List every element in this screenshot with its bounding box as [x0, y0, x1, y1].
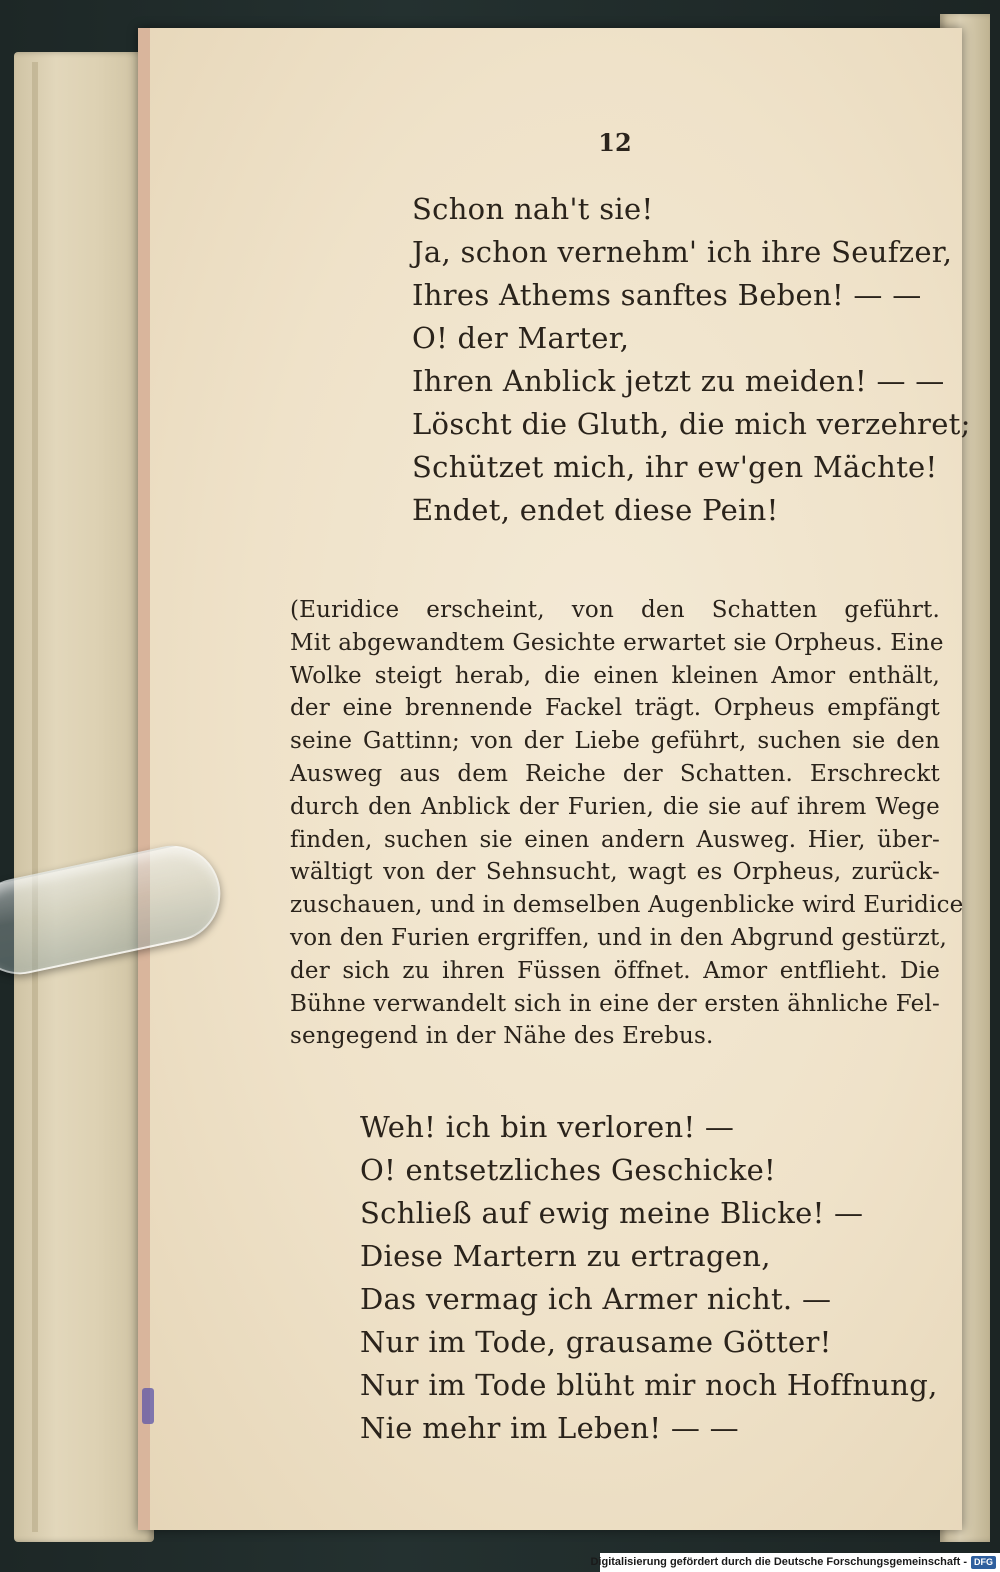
page-number: 12	[598, 128, 632, 157]
verse-line: Diese Martern zu ertragen,	[360, 1239, 771, 1273]
verse-line: Löscht die Gluth, die mich verzehret;	[412, 407, 971, 441]
verse-line: Nie mehr im Leben! — —	[360, 1411, 739, 1445]
prose-line: (Euridice erscheint, von den Schatten geführt.	[290, 597, 940, 623]
library-stamp-mark	[142, 1388, 154, 1424]
verse-line: O! entsetzliches Geschicke!	[360, 1153, 776, 1187]
verse-line: Schützet mich, ihr ew'gen Mächte!	[412, 450, 938, 484]
credit-text: Digitalisierung gefördert durch die Deutsche Forschungsgemeinschaft -	[590, 1556, 967, 1568]
verse-line: Ihren Anblick jetzt zu meiden! — —	[412, 364, 945, 398]
verse-line: Schließ auf ewig meine Blicke! —	[360, 1196, 864, 1230]
verse-line: Endet, endet diese Pein!	[412, 493, 779, 527]
verse-line: Das vermag ich Armer nicht. —	[360, 1282, 832, 1316]
prose-line: zuschauen, und in demselben Augenblicke wird Euridice	[290, 892, 964, 919]
prose-line: Ausweg aus dem Reiche der Schatten. Erschreckt	[290, 760, 940, 787]
verse-line: Weh! ich bin verloren! —	[360, 1110, 735, 1144]
verse-block-bottom	[360, 1106, 938, 1450]
prose-line: finden, suchen sie einen andern Ausweg. Hier, über-	[290, 826, 940, 853]
digitization-credit	[590, 1553, 1000, 1572]
prose-line: Bühne verwandelt sich in eine der ersten ähnliche Fel-	[290, 990, 940, 1017]
prose-line: Wolke steigt herab, die einen kleinen Amor enthält,	[290, 662, 940, 689]
verse-line: Nur im Tode, grausame Götter!	[360, 1325, 832, 1359]
page-stack-left	[14, 52, 154, 1542]
prose-line: wältigt von der Sehnsucht, wagt es Orpheus, zurück-	[290, 859, 940, 886]
verse-line: O! der Marter,	[412, 321, 630, 355]
prose-line: sengegend in der Nähe des Erebus.	[290, 1023, 714, 1050]
dfg-logo: DFG	[971, 1556, 996, 1569]
verse-line: Nur im Tode blüht mir noch Hoffnung,	[360, 1368, 938, 1402]
verse-block-top	[412, 188, 971, 532]
prose-line: der eine brennende Fackel trägt. Orpheus empfängt	[290, 695, 940, 722]
prose-line: Mit abgewandtem Gesichte erwartet sie Orpheus. Eine	[290, 629, 944, 656]
verse-line: Schon nah't sie!	[412, 192, 654, 226]
prose-line: durch den Anblick der Furien, die sie auf ihrem Wege	[290, 793, 940, 820]
verse-line: Ihres Athems sanftes Beben! — —	[412, 278, 922, 312]
book-page	[138, 28, 971, 1530]
prose-line: der sich zu ihren Füssen öffnet. Amor entflieht. Die	[290, 957, 940, 984]
verse-line: Ja, schon vernehm' ich ihre Seufzer,	[412, 235, 953, 269]
prose-line: von den Furien ergriffen, und in den Abgrund gestürzt,	[290, 924, 948, 951]
stage-direction-paragraph	[290, 594, 964, 1053]
prose-line: seine Gattinn; von der Liebe geführt, suchen sie den	[290, 728, 940, 755]
